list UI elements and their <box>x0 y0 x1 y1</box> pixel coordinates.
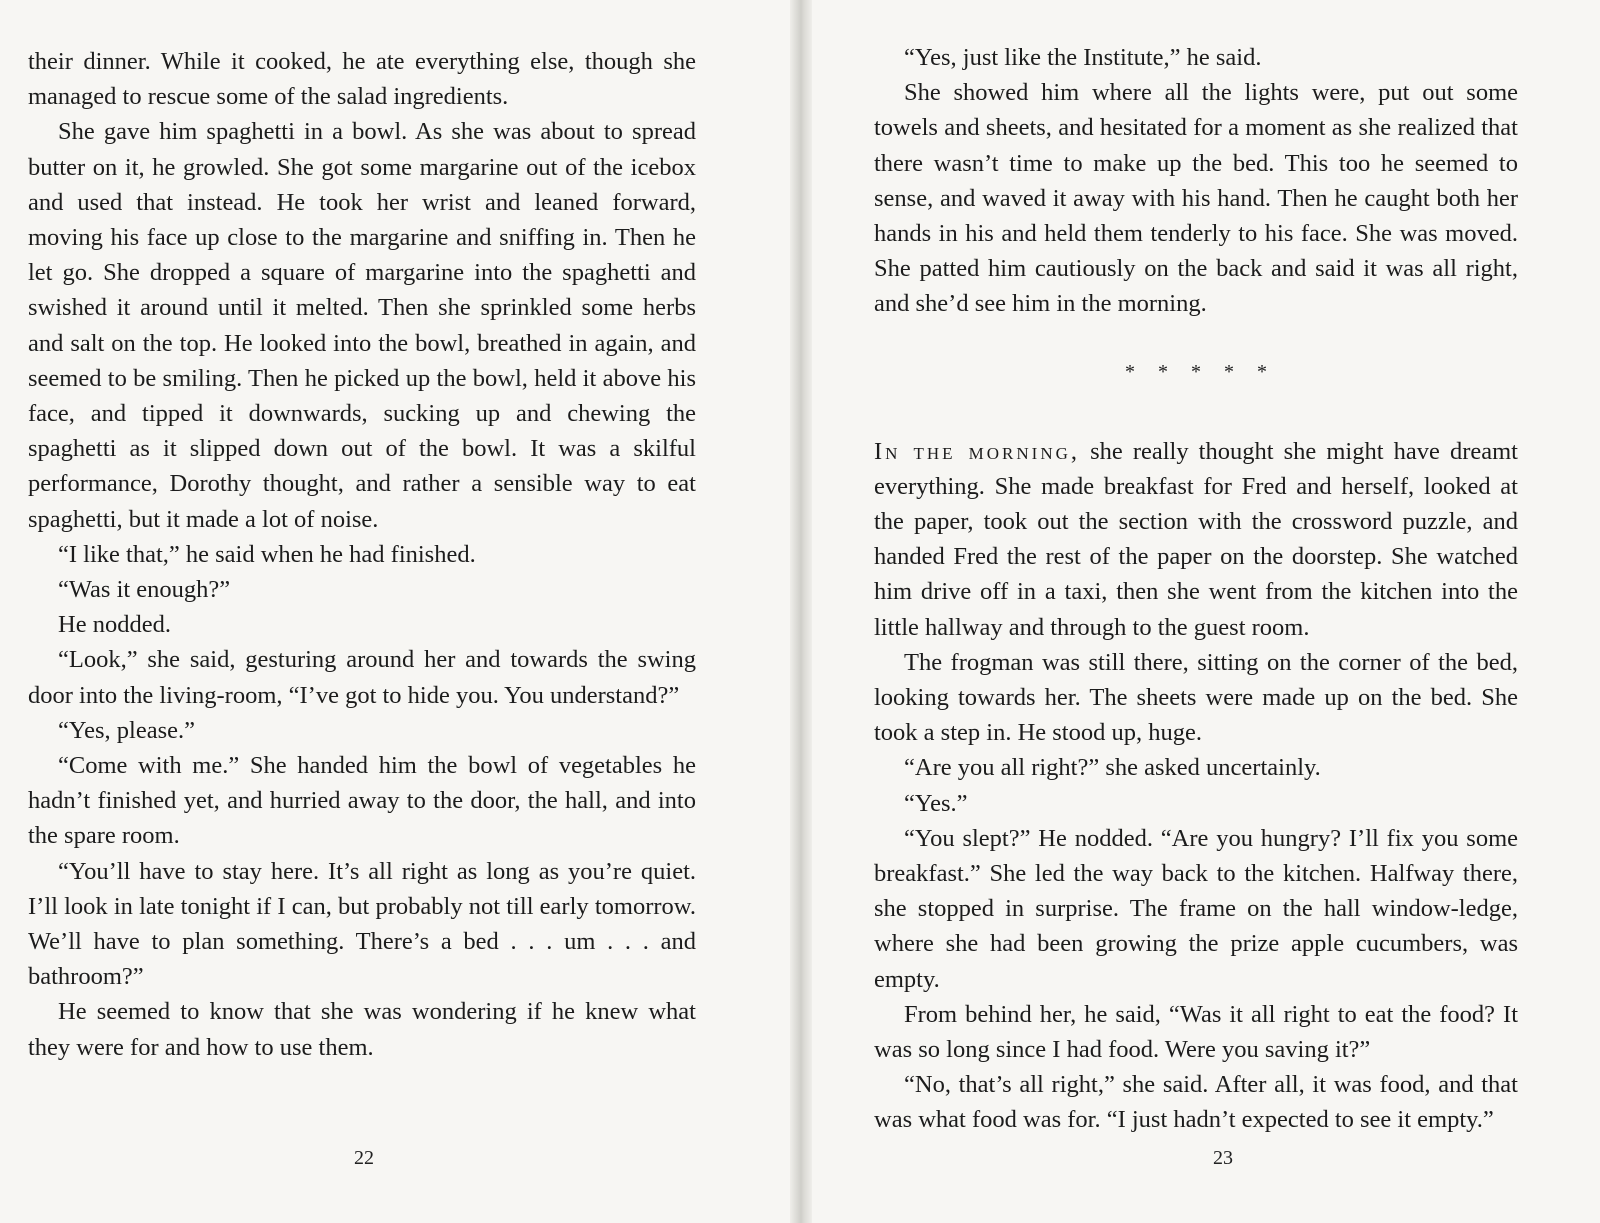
paragraph: their dinner. While it cooked, he ate everything else, though she managed to rescue some of the salad ingredients. <box>28 48 696 111</box>
paragraph: “Yes, please.” <box>58 716 195 744</box>
paragraph: He nodded. <box>58 611 171 639</box>
paragraph: She gave him spaghetti in a bowl. As she was about to spread butter on it, he growled. She got some margarine out of the icebox and used that instead. He took her wrist and leaned forward, moving his face up close to the margarine and sniffing in. Then he let go. She dropped a square of margarine into the spaghetti and swished it around until it melted. Then she sprinkled some herbs and salt on the top. He looked into the bowl, breathed in again, and seemed to be smiling. Then he picked up the bowl, held it above his face, and tipped it downwards, sucking up and chewing the spaghetti as it slipped down out of the bowl. It was a skilful performance, Dorothy thought, and rather a sensible way to eat spaghetti, but it made a lot of noise. <box>28 118 696 533</box>
left-page <box>0 0 790 1223</box>
page-number: 22 <box>354 1147 374 1169</box>
paragraph: “I like that,” he said when he had finished. <box>58 540 476 568</box>
paragraph: “Look,” she said, gesturing around her and towards the swing door into the living-room, “I’ve got to hide you. You understand?” <box>28 646 696 709</box>
opening-smallcaps: In the morning, <box>874 437 1080 465</box>
paragraph: “No, that’s all right,” she said. After all, it was food, and that was what food was for. “I just hadn’t expected to see it empty.” <box>874 1071 1518 1134</box>
left-page-text <box>28 44 696 1065</box>
paragraph: The frogman was still there, sitting on the corner of the bed, looking towards her. The sheets were made up on the bed. She took a step in. He stood up, huge. <box>874 648 1518 747</box>
section-break: * * * * * <box>1125 360 1267 383</box>
book-gutter <box>790 0 812 1223</box>
paragraph: “Come with me.” She handed him the bowl of vegetables he hadn’t finished yet, and hurried away to the door, the hall, and into the spare room. <box>28 752 696 850</box>
page-number: 23 <box>1213 1147 1233 1169</box>
paragraph: From behind her, he said, “Was it all right to eat the food? It was so long since I had food. Were you saving it?” <box>874 1000 1518 1064</box>
right-page-text <box>874 40 1518 1138</box>
paragraph: She showed him where all the lights were, put out some towels and sheets, and hesitated for a moment as she realized that there wasn’t time to make up the bed. This too he seemed to sense, and waved it away with his hand. Then he caught both her hands in his and held them tenderly to his face. She was moved. She patted him cautiously on the back and said it was all right, and she’d see him in the morning. <box>874 79 1518 318</box>
paragraph: “Yes, just like the Institute,” he said. <box>904 44 1262 71</box>
paragraph: “You slept?” He nodded. “Are you hungry? I’ll fix you some breakfast.” She led the way back to the kitchen. Halfway there, she stopped in surprise. The frame on the hall window-ledge, where she had been growing the prize apple cucumbers, was empty. <box>874 824 1518 993</box>
paragraph: He seemed to know that she was wondering if he knew what they were for and how to use them. <box>28 998 696 1061</box>
paragraph: “You’ll have to stay here. It’s all right as long as you’re quiet. I’ll look in late tonight if I can, but probably not till early tomorrow. We’ll have to plan something. There’s a bed . . . um . . . and bathroom?” <box>28 857 696 991</box>
paragraph: “Are you all right?” she asked uncertainly. <box>904 754 1321 782</box>
opening-text: she really thought she might have dreamt everything. She made breakfast for Fred and herself, looked at the paper, took out the section with the crossword puzzle, and handed Fred the rest of the paper on the doorstep. She watched him drive off in a taxi, then she went from the kitchen into the little hallway and through to the guest room. <box>874 437 1518 641</box>
paragraph: “Yes.” <box>904 789 968 817</box>
paragraph: “Was it enough?” <box>58 576 231 604</box>
paragraph <box>874 434 1518 645</box>
